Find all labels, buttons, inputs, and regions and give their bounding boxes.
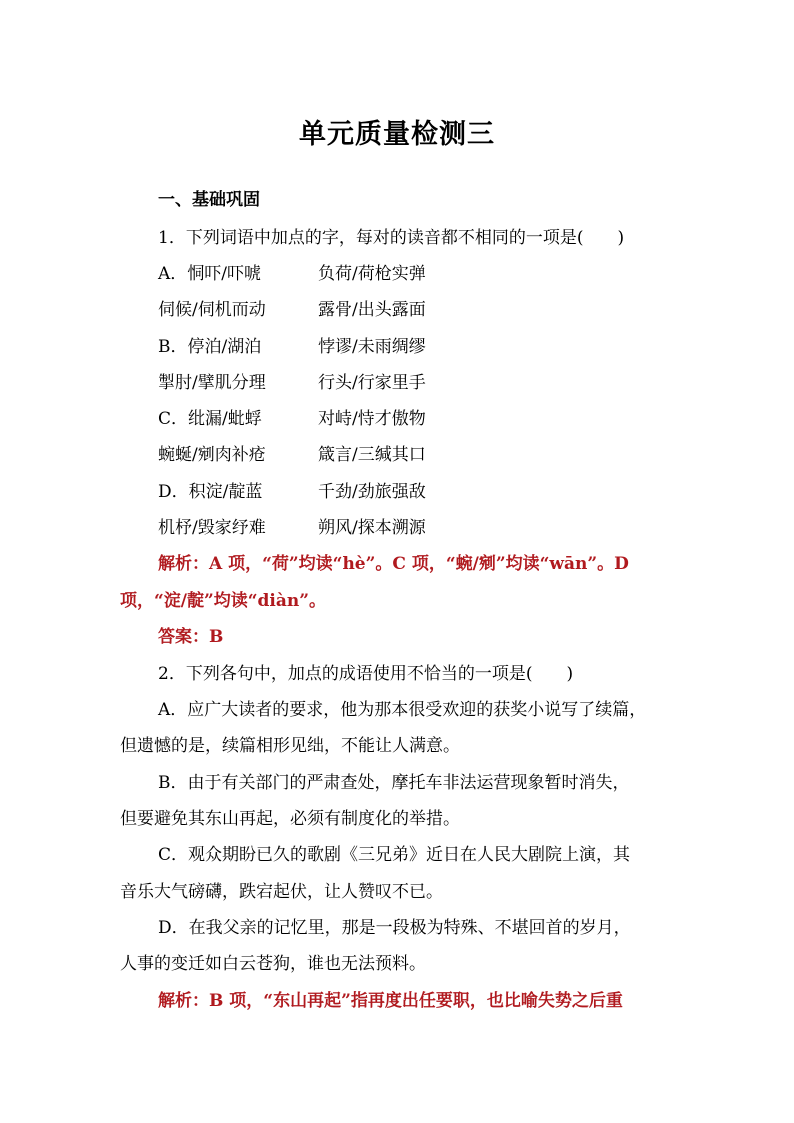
q2-option-d-line2: 人事的变迁如白云苍狗，谁也无法预料。: [120, 954, 426, 974]
q1-option-b-right: 悖谬/未雨绸缪: [318, 337, 426, 357]
question-2-stem: 2．下列各句中，加点的成语使用不恰当的一项是( ): [158, 664, 574, 684]
q1-option-a2-left: 伺候/伺机而动: [158, 300, 266, 320]
q1-option-a-left: A．恫吓/吓唬: [158, 264, 262, 284]
q2-option-a-line2: 但遗憾的是，续篇相形见绌，不能让人满意。: [120, 736, 460, 756]
q1-analysis-text-1: A 项，“荷”均读“hè”。C 项，“蜿/剜”均读“wān”。D: [209, 554, 629, 574]
q1-analysis: [158, 552, 629, 576]
q1-option-d-right: 千劲/劲旅强敌: [318, 482, 426, 502]
q2-analysis-text-1: B 项，“东山再起”指再度出任要职，也比喻失势之后重: [209, 991, 623, 1011]
question-1-stem: 1．下列词语中加点的字，每对的读音都不相同的一项是( ): [158, 228, 625, 248]
analysis-label: 解析：: [158, 991, 209, 1011]
q1-option-b-left: B．停泊/湖泊: [158, 337, 262, 357]
q2-option-b-line1: B．由于有关部门的严肃查处，摩托车非法运营现象暂时消失，: [158, 773, 630, 793]
q1-option-a-right: 负荷/荷枪实弹: [318, 264, 426, 284]
answer-value: B: [209, 627, 224, 647]
q1-option-b2-left: 掣肘/擘肌分理: [158, 373, 266, 393]
q1-option-d2-right: 朔风/探本溯源: [318, 518, 426, 538]
q2-option-c-line2: 音乐大气磅礴，跌宕起伏，让人赞叹不已。: [120, 882, 443, 902]
q1-option-c-left: C．纰漏/蚍蜉: [158, 409, 262, 429]
q1-answer: [158, 625, 223, 649]
page-title: 单元质量检测三: [299, 119, 495, 150]
q1-option-c2-right: 箴言/三缄其口: [318, 445, 426, 465]
q2-analysis: [158, 989, 623, 1013]
q1-option-d2-left: 机杼/毁家纾难: [158, 518, 266, 538]
q1-option-b2-right: 行头/行家里手: [318, 373, 426, 393]
section-heading: 一、基础巩固: [158, 190, 260, 210]
q2-option-a-line1: A．应广大读者的要求，他为那本很受欢迎的获奖小说写了续篇，: [158, 700, 647, 720]
q1-option-a2-right: 露骨/出头露面: [318, 300, 426, 320]
q2-option-c-line1: C．观众期盼已久的歌剧《三兄弟》近日在人民大剧院上演，其: [158, 845, 631, 865]
q1-option-d-left: D．积淀/靛蓝: [158, 482, 263, 502]
q1-option-c-right: 对峙/恃才傲物: [318, 409, 426, 429]
q1-analysis-text-2: 项，“淀/靛”均读“diàn”。: [120, 591, 327, 611]
q1-option-c2-left: 蜿蜒/剜肉补疮: [158, 445, 266, 465]
analysis-label: 解析：: [158, 554, 209, 574]
q2-option-b-line2: 但要避免其东山再起，必须有制度化的举措。: [120, 809, 460, 829]
q2-option-d-line1: D．在我父亲的记忆里，那是一段极为特殊、不堪回首的岁月，: [158, 918, 631, 938]
answer-label: 答案：: [158, 627, 209, 647]
